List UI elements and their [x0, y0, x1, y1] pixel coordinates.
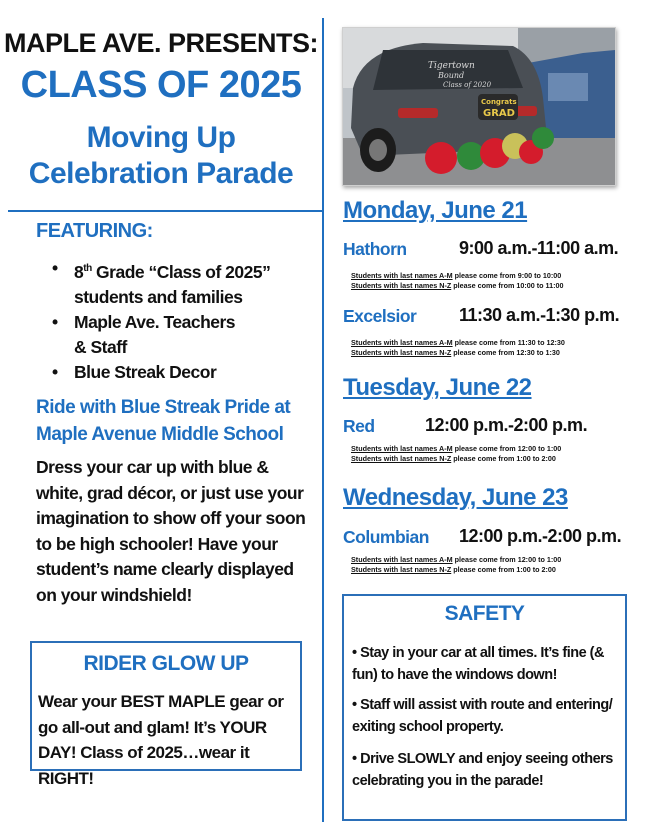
featuring-list: [52, 256, 307, 385]
hathorn-notes: Students with last names A-M please come from 9:00 to 10:00 Students with last names N-Z please come from 10:00 to 11:00: [351, 271, 564, 290]
dress-text: Dress your car up with blue & white, grad décor, or just use your imagination to show off your soon to be high schooler! Have your student’s name clearly displayed on your windshield!: [36, 457, 306, 605]
safety-item: • Staff will assist with route and entering/ exiting school property.: [352, 697, 613, 735]
excelsior-notes: Students with last names A-M please come from 11:30 to 12:30 Students with last names N-Z please come from 12:30 to 1:30: [351, 338, 565, 357]
event-title-line2: Celebration Parade: [28, 157, 294, 190]
car-photo: [342, 27, 616, 186]
red-name: Red: [343, 416, 375, 436]
safety-item: • Stay in your car at all times. It’s fine (& fun) to have the windows down!: [352, 645, 604, 683]
glow-up-text: Wear your BEST MAPLE gear or go all-out and glam! It’s YOUR DAY! Class of 2025…wear it RIGHT!: [38, 692, 284, 788]
glow-up-title: RIDER GLOW UP: [83, 652, 249, 675]
window-text-2: Bound: [438, 71, 465, 80]
header-divider: [8, 210, 324, 212]
ride-text: Ride with Blue Streak Pride at Maple Avenue Middle School: [36, 397, 291, 445]
featuring-heading: FEATURING:: [36, 220, 153, 242]
columbian-time: 12:00 p.m.-2:00 p.m.: [459, 526, 622, 546]
hathorn-time: 9:00 a.m.-11:00 a.m.: [459, 238, 619, 258]
class-of-heading: CLASS OF 2025: [20, 64, 302, 106]
red-notes: Students with last names A-M please come from 12:00 to 1:00 Students with last names N-Z please come from 1:00 to 2:00: [351, 444, 562, 463]
tuesday-heading: Tuesday, June 22: [343, 374, 532, 401]
window-text-1: Tigertown: [428, 61, 475, 71]
sign-text-2: GRAD: [483, 108, 515, 119]
event-title-line1: Moving Up: [86, 121, 236, 154]
columbian-notes: Students with last names A-M please come from 12:00 to 1:00 Students with last names N-Z please come from 1:00 to 2:00: [351, 555, 562, 574]
featuring-item: • Blue Streak Decor: [52, 360, 307, 385]
event-title: [0, 120, 322, 192]
window-text-3: Class of 2020: [443, 81, 492, 89]
excelsior-time: 11:30 a.m.-1:30 p.m.: [459, 305, 620, 325]
column-divider: [322, 18, 324, 822]
hathorn-name: Hathorn: [343, 239, 407, 259]
featuring-item: • 8th Grade “Class of 2025” students and families: [52, 256, 307, 310]
sign-text-1: Congrats: [481, 98, 517, 106]
car-photo-drawing: [343, 28, 615, 185]
columbian-name: Columbian: [343, 527, 429, 547]
safety-title: SAFETY: [444, 602, 525, 625]
excelsior-name: Excelsior: [343, 306, 417, 326]
featuring-item: • Maple Ave. Teachers & Staff: [52, 310, 244, 360]
wednesday-heading: Wednesday, June 23: [343, 484, 568, 511]
monday-heading: Monday, June 21: [343, 197, 528, 224]
red-time: 12:00 p.m.-2:00 p.m.: [425, 415, 588, 435]
safety-item: • Drive SLOWLY and enjoy seeing others celebrating you in the parade!: [352, 751, 613, 789]
presents-heading: MAPLE AVE. PRESENTS:: [3, 28, 319, 58]
